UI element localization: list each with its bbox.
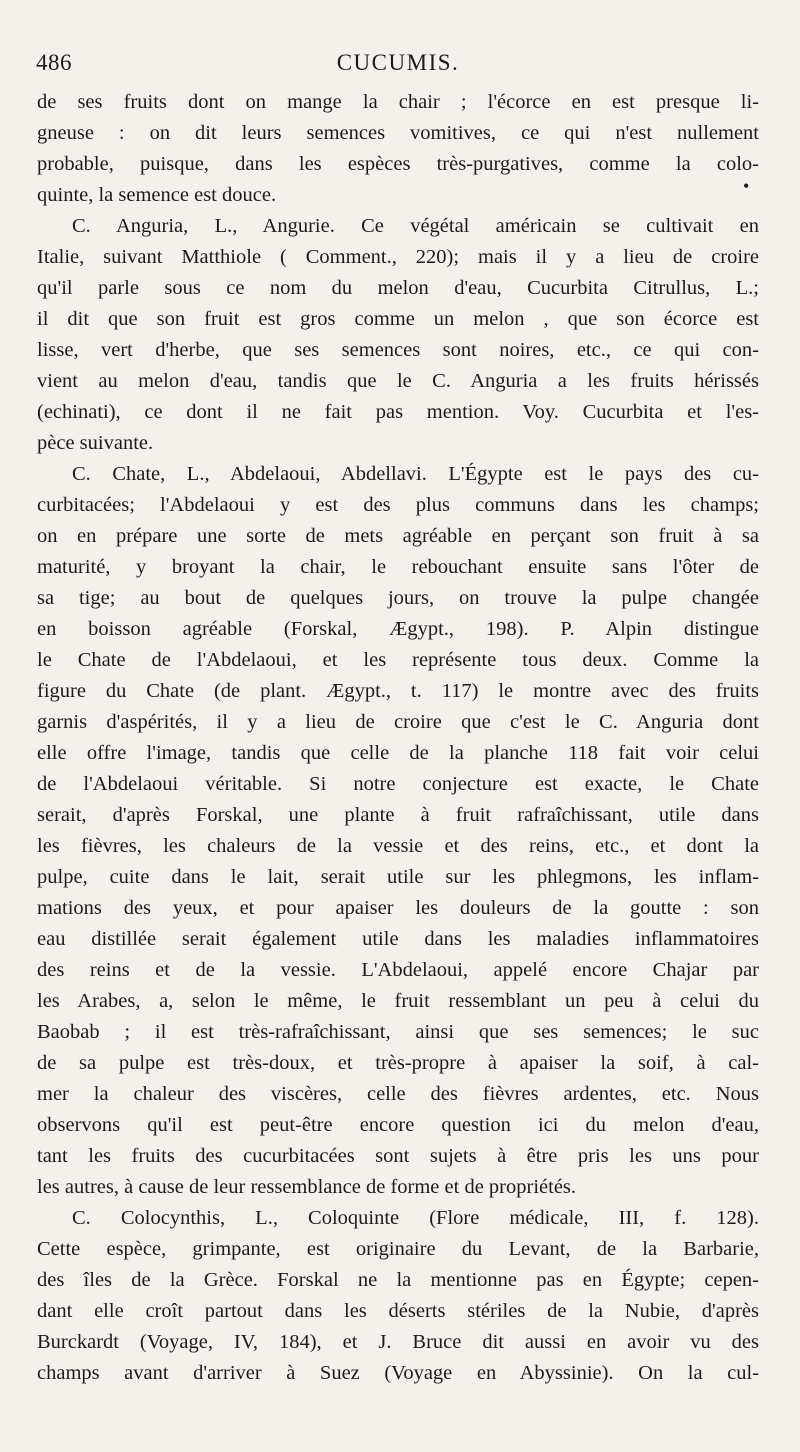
text-line: on en prépare une sorte de mets agréable en perçant son fruit à sa xyxy=(37,525,759,547)
text-line: les autres, à cause de leur ressemblance de forme et de propriétés. xyxy=(37,1176,577,1198)
text-line: eau distillée serait également utile dans les maladies inflammatoires xyxy=(37,928,759,950)
text-line: maturité, y broyant la chair, le rebouchant ensuite sans l'ôter de xyxy=(37,556,759,578)
text-line: le Chate de l'Abdelaoui, et les représente tous deux. Comme la xyxy=(37,649,759,671)
text-line: mer la chaleur des viscères, celle des fièvres ardentes, etc. Nous xyxy=(37,1083,759,1105)
text-line: C. Chate, L., Abdelaoui, Abdellavi. L'Égypte est le pays des cu- xyxy=(72,463,759,485)
text-line: Baobab ; il est très-rafraîchissant, ainsi que ses semences; le suc xyxy=(37,1021,759,1043)
text-line: probable, puisque, dans les espèces très-purgatives, comme la colo- xyxy=(37,153,759,175)
body-text xyxy=(37,87,759,1389)
page-number: 486 xyxy=(36,50,72,75)
text-line: dant elle croît partout dans les déserts stériles de la Nubie, d'après xyxy=(37,1300,759,1322)
text-line: figure du Chate (de plant. Ægypt., t. 117) le montre avec des fruits xyxy=(37,680,759,702)
text-line: Italie, suivant Matthiole ( Comment., 220); mais il y a lieu de croire xyxy=(37,246,759,268)
text-line: gneuse : on dit leurs semences vomitives, ce qui n'est nullement xyxy=(37,122,759,144)
running-title: CUCUMIS. xyxy=(336,50,460,75)
text-line: mations des yeux, et pour apaiser les douleurs de la goutte : son xyxy=(37,897,759,919)
text-line: qu'il parle sous ce nom du melon d'eau, Cucurbita Citrullus, L.; xyxy=(37,277,759,299)
text-line: de l'Abdelaoui véritable. Si notre conjecture est exacte, le Chate xyxy=(37,773,759,795)
page-header xyxy=(36,50,760,82)
text-line: de ses fruits dont on mange la chair ; l'écorce en est presque li- xyxy=(37,91,759,113)
text-line: garnis d'aspérités, il y a lieu de croire que c'est le C. Anguria dont xyxy=(37,711,759,733)
text-line: des reins et de la vessie. L'Abdelaoui, appelé encore Chajar par xyxy=(37,959,759,981)
ink-dot: • xyxy=(743,176,750,196)
text-line: tant les fruits des cucurbitacées sont sujets à être pris les uns pour xyxy=(37,1145,759,1167)
text-line: les Arabes, a, selon le même, le fruit ressemblant un peu à celui du xyxy=(37,990,759,1012)
text-line: serait, d'après Forskal, une plante à fruit rafraîchissant, utile dans xyxy=(37,804,759,826)
text-line: Cette espèce, grimpante, est originaire du Levant, de la Barbarie, xyxy=(37,1238,759,1260)
text-line: en boisson agréable (Forskal, Ægypt., 198). P. Alpin distingue xyxy=(37,618,759,640)
text-line: C. Anguria, L., Angurie. Ce végétal américain se cultivait en xyxy=(72,215,759,237)
text-line: observons qu'il est peut-être encore question ici du melon d'eau, xyxy=(37,1114,759,1136)
text-line: les fièvres, les chaleurs de la vessie et des reins, etc., et dont la xyxy=(37,835,759,857)
text-line: de sa pulpe est très-doux, et très-propre à apaiser la soif, à cal- xyxy=(37,1052,759,1074)
text-line: quinte, la semence est douce. xyxy=(37,184,277,206)
text-line: champs avant d'arriver à Suez (Voyage en Abyssinie). On la cul- xyxy=(37,1362,759,1384)
text-line: pèce suivante. xyxy=(37,432,154,454)
text-line: sa tige; au bout de quelques jours, on trouve la pulpe changée xyxy=(37,587,759,609)
text-line: vient au melon d'eau, tandis que le C. Anguria a les fruits hérissés xyxy=(37,370,759,392)
text-line: C. Colocynthis, L., Coloquinte (Flore médicale, III, f. 128). xyxy=(72,1207,759,1229)
text-line: pulpe, cuite dans le lait, serait utile sur les phlegmons, les inflam- xyxy=(37,866,759,888)
text-line: elle offre l'image, tandis que celle de la planche 118 fait voir celui xyxy=(37,742,759,764)
text-line: des îles de la Grèce. Forskal ne la mentionne pas en Égypte; cepen- xyxy=(37,1269,759,1291)
text-line: il dit que son fruit est gros comme un melon , que son écorce est xyxy=(37,308,759,330)
text-line: lisse, vert d'herbe, que ses semences sont noires, etc., ce qui con- xyxy=(37,339,759,361)
text-line: curbitacées; l'Abdelaoui y est des plus communs dans les champs; xyxy=(37,494,759,516)
text-line: (echinati), ce dont il ne fait pas mention. Voy. Cucurbita et l'es- xyxy=(37,401,759,423)
text-line: Burckardt (Voyage, IV, 184), et J. Bruce dit aussi en avoir vu des xyxy=(37,1331,759,1353)
